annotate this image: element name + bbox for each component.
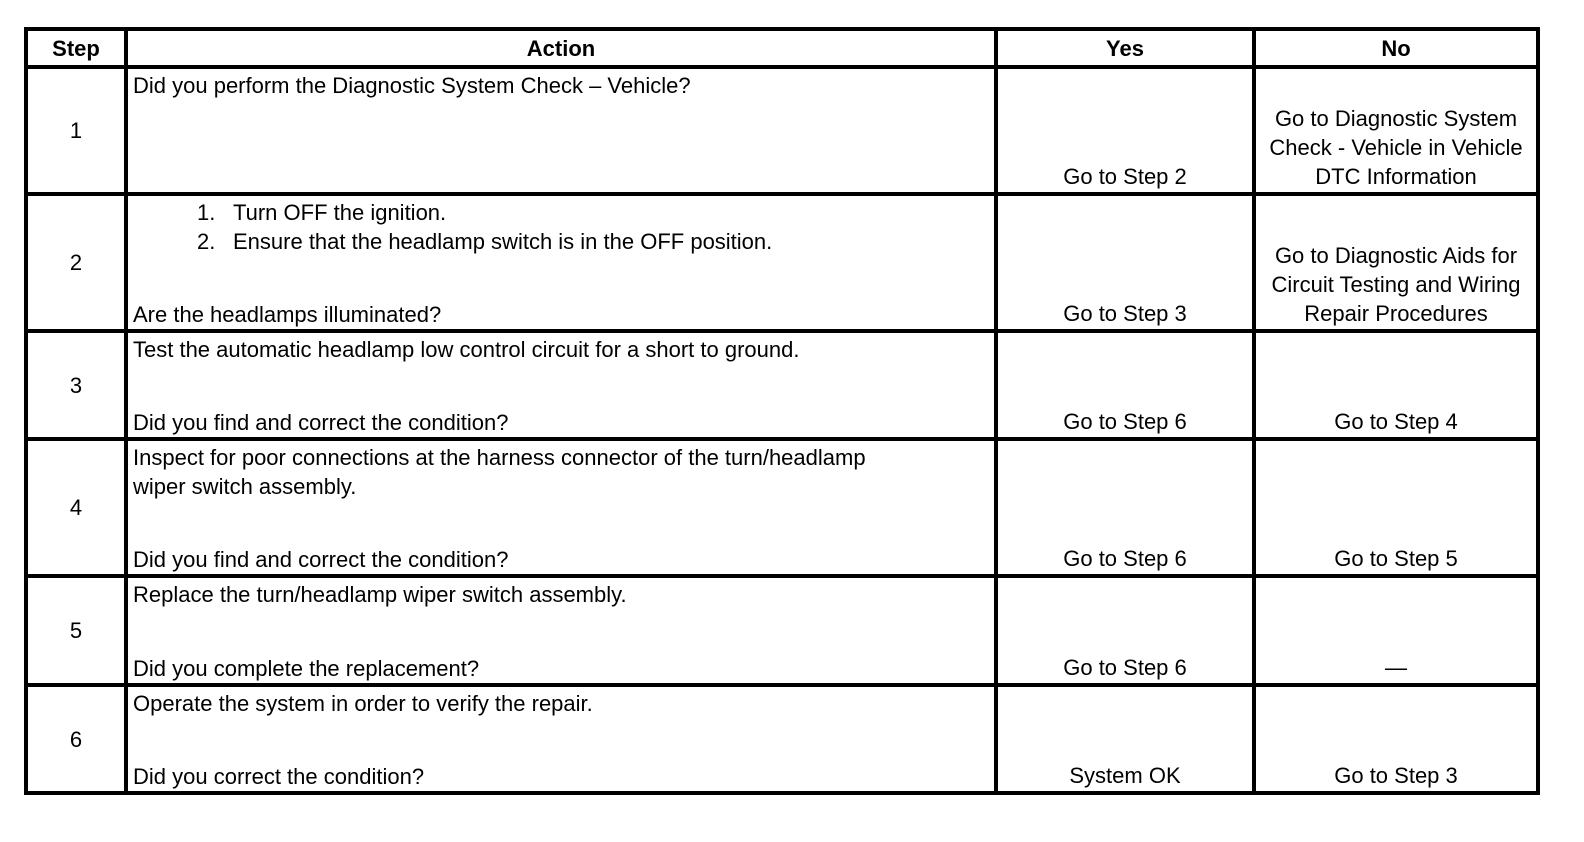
yes-cell: Go to Step 6 bbox=[996, 576, 1254, 685]
action-question: Did you correct the condition? bbox=[133, 764, 425, 789]
no-cell: Go to Diagnostic Aids for Circuit Testing and Wiring Repair Procedures bbox=[1254, 194, 1538, 331]
table-row-step-4 bbox=[26, 439, 1538, 576]
no-cell: Go to Step 3 bbox=[1254, 685, 1538, 793]
no-cell: — bbox=[1254, 576, 1538, 685]
action-cell bbox=[126, 439, 996, 576]
yes-cell: Go to Step 6 bbox=[996, 331, 1254, 439]
action-text: Inspect for poor connections at the harness connector of the turn/headlamp wiper switch assembly. bbox=[133, 445, 866, 499]
step-number: 4 bbox=[26, 439, 126, 576]
table-row-step-6 bbox=[26, 685, 1538, 793]
action-question: Are the headlamps illuminated? bbox=[133, 302, 442, 327]
action-cell bbox=[126, 67, 996, 194]
action-cell bbox=[126, 685, 996, 793]
action-cell bbox=[126, 331, 996, 439]
step-number: 3 bbox=[26, 331, 126, 439]
action-text: Did you perform the Diagnostic System Check – Vehicle? bbox=[133, 73, 691, 98]
step-number: 6 bbox=[26, 685, 126, 793]
instruction-item bbox=[197, 227, 990, 256]
action-question: Did you find and correct the condition? bbox=[133, 547, 509, 572]
instruction-item bbox=[197, 198, 990, 227]
header-step: Step bbox=[26, 29, 126, 67]
yes-cell: System OK bbox=[996, 685, 1254, 793]
header-row bbox=[26, 29, 1538, 67]
action-cell bbox=[126, 194, 996, 331]
action-text: Test the automatic headlamp low control circuit for a short to ground. bbox=[133, 337, 800, 362]
instruction-text: Turn OFF the ignition. bbox=[233, 200, 447, 225]
no-cell: Go to Step 5 bbox=[1254, 439, 1538, 576]
instruction-list bbox=[133, 198, 990, 256]
action-text: Operate the system in order to verify the repair. bbox=[133, 691, 593, 716]
action-question: Did you complete the replacement? bbox=[133, 656, 480, 681]
header-yes: Yes bbox=[996, 29, 1254, 67]
no-cell: Go to Diagnostic System Check - Vehicle in Vehicle DTC Information bbox=[1254, 67, 1538, 194]
action-question: Did you find and correct the condition? bbox=[133, 410, 509, 435]
table-row-step-5 bbox=[26, 576, 1538, 685]
yes-cell: Go to Step 3 bbox=[996, 194, 1254, 331]
action-text: Replace the turn/headlamp wiper switch assembly. bbox=[133, 582, 627, 607]
yes-cell: Go to Step 2 bbox=[996, 67, 1254, 194]
table-row-step-1 bbox=[26, 67, 1538, 194]
diagnostic-table bbox=[24, 27, 1540, 795]
step-number: 2 bbox=[26, 194, 126, 331]
table-row-step-3 bbox=[26, 331, 1538, 439]
step-number: 5 bbox=[26, 576, 126, 685]
instruction-text: Ensure that the headlamp switch is in the OFF position. bbox=[233, 229, 773, 254]
action-cell bbox=[126, 576, 996, 685]
header-action: Action bbox=[126, 29, 996, 67]
table-row-step-2 bbox=[26, 194, 1538, 331]
step-number: 1 bbox=[26, 67, 126, 194]
instruction-number: 1. bbox=[197, 200, 216, 225]
no-cell: Go to Step 4 bbox=[1254, 331, 1538, 439]
instruction-number: 2. bbox=[197, 229, 216, 254]
yes-cell: Go to Step 6 bbox=[996, 439, 1254, 576]
header-no: No bbox=[1254, 29, 1538, 67]
